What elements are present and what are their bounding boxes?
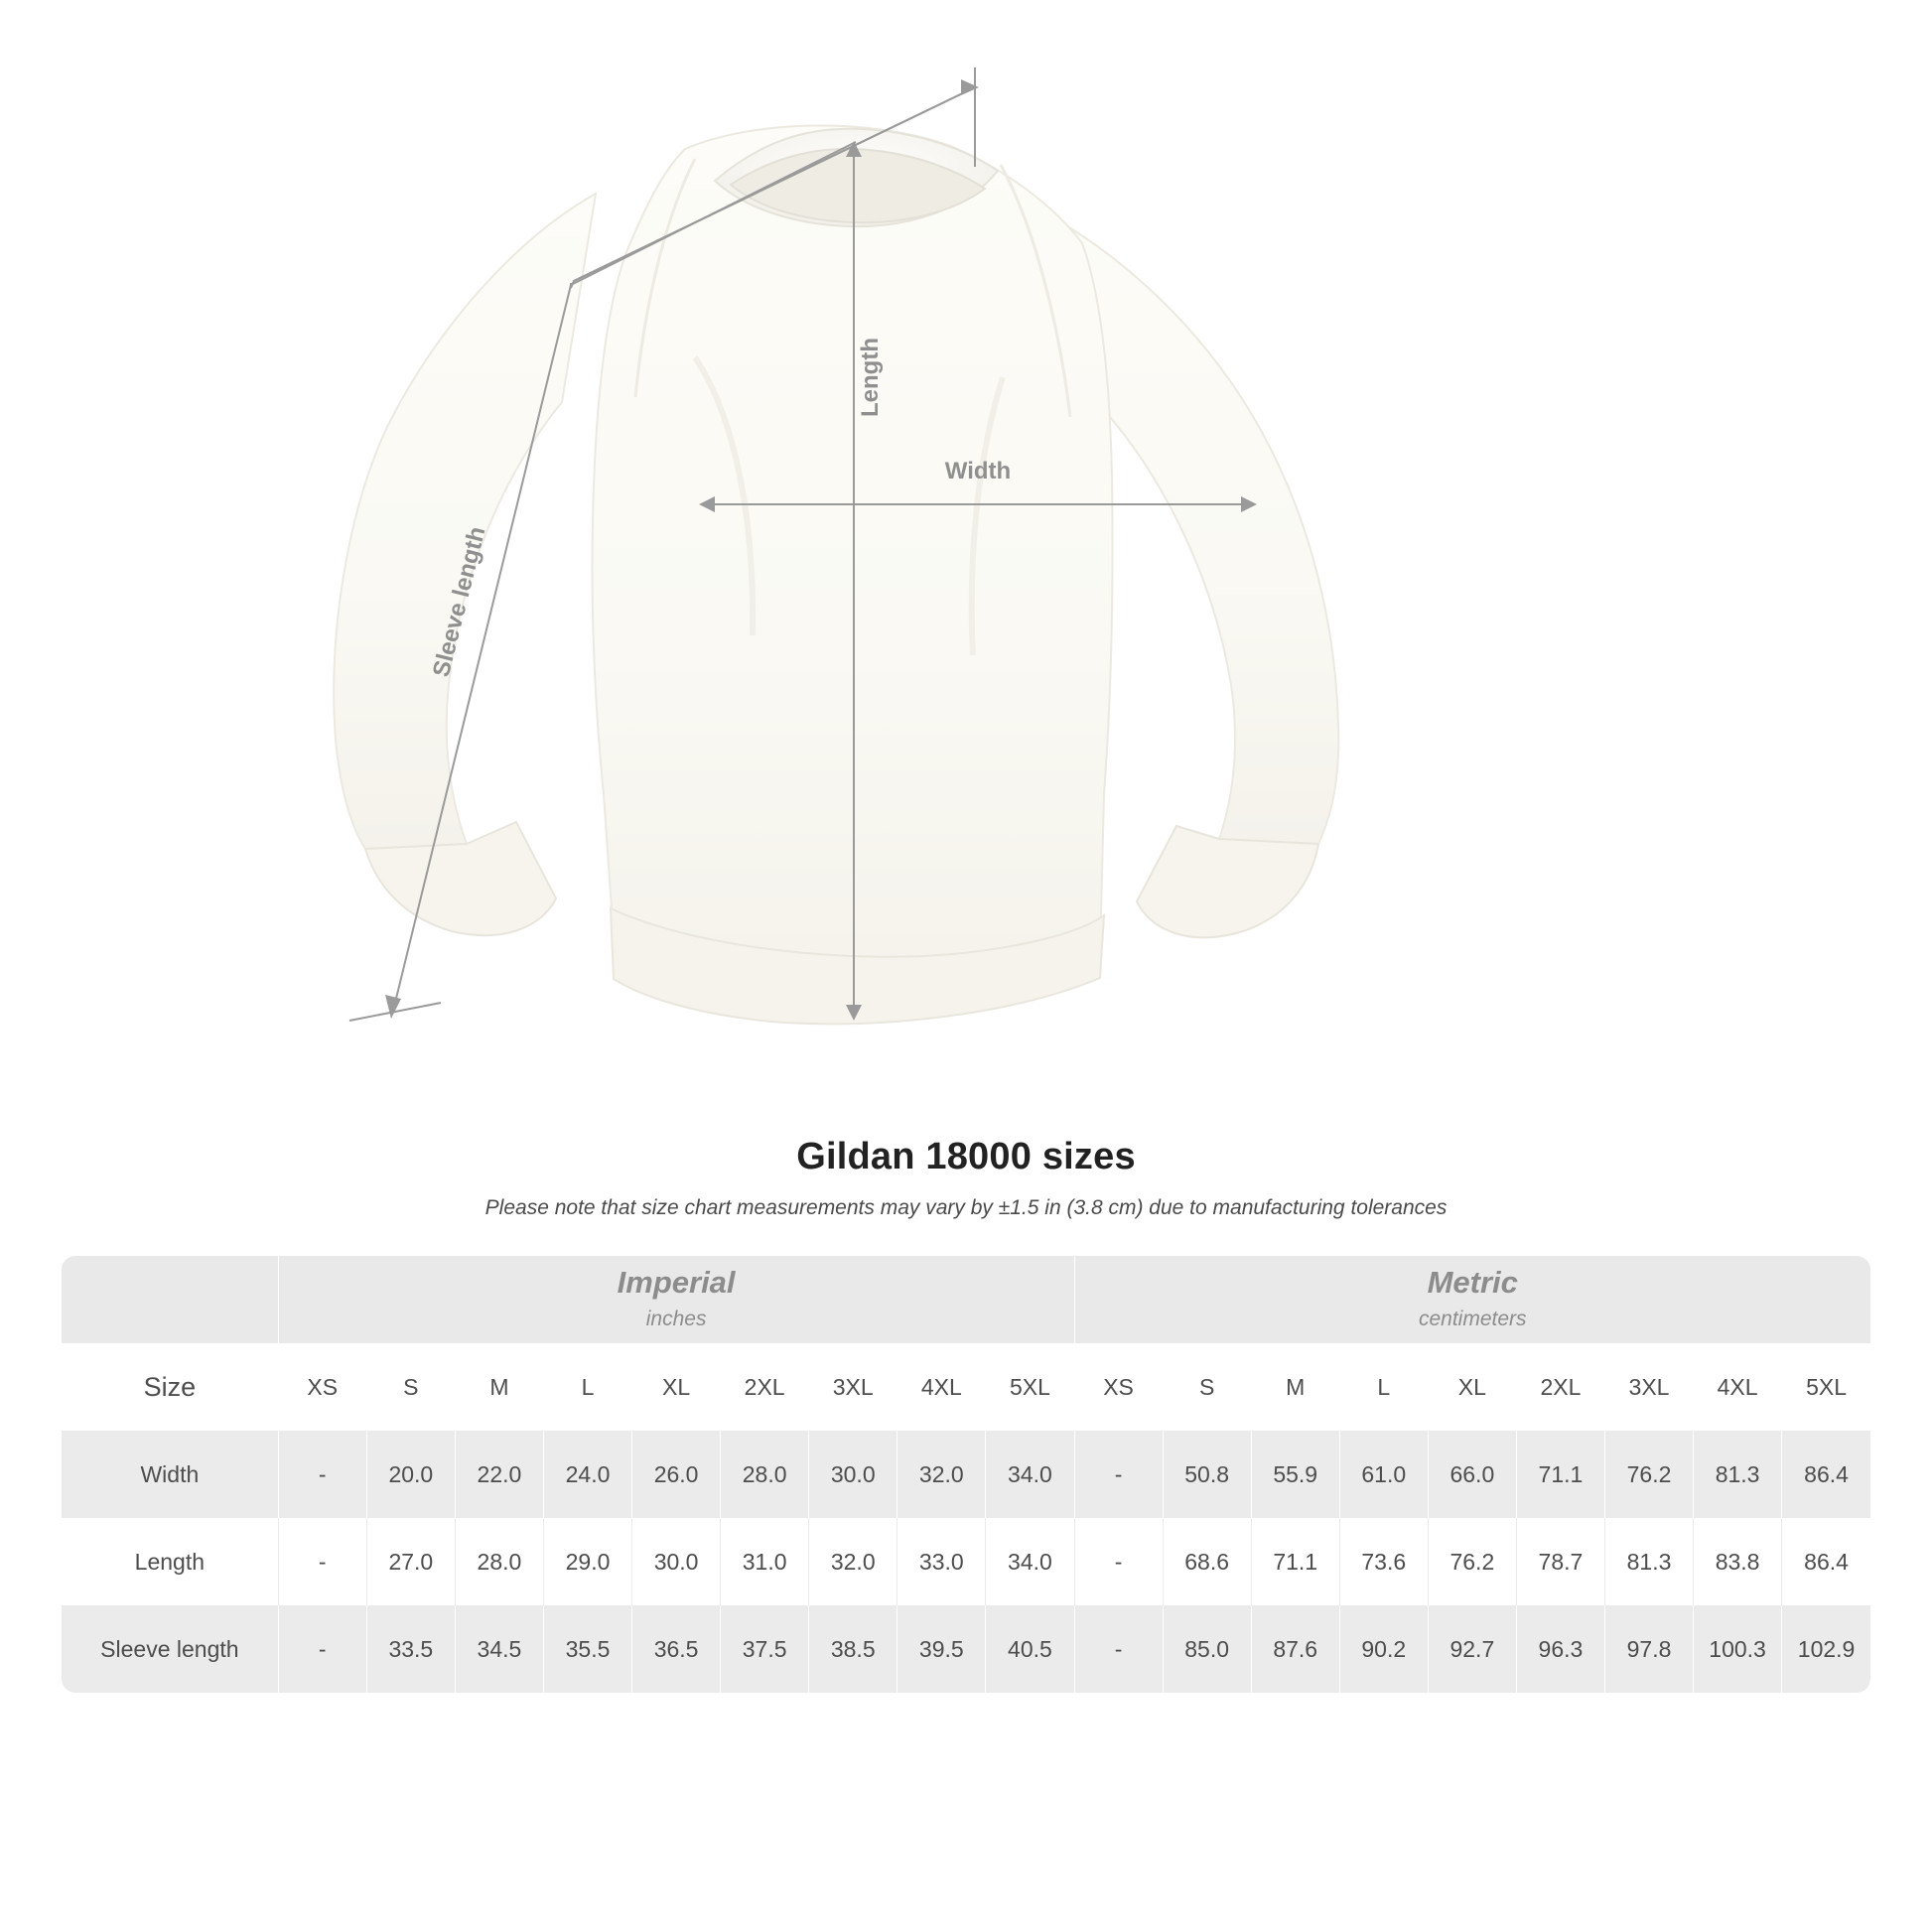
table-row (62, 1431, 1870, 1518)
header-size-xl-metric: XL (1428, 1343, 1516, 1431)
unit-imperial-name: Imperial (617, 1264, 736, 1300)
unit-corner-cell (62, 1256, 278, 1343)
length-metric-3xl: 81.3 (1604, 1518, 1693, 1605)
row-label-length: Length (62, 1518, 278, 1605)
length-imperial-m: 28.0 (455, 1518, 543, 1605)
header-size-4xl-imperial: 4XL (897, 1343, 986, 1431)
sleeve-metric-m: 87.6 (1251, 1605, 1339, 1693)
header-size-3xl-metric: 3XL (1604, 1343, 1693, 1431)
unit-metric (1074, 1256, 1870, 1343)
header-size-s-metric: S (1163, 1343, 1251, 1431)
length-imperial-4xl: 33.0 (897, 1518, 986, 1605)
sleeve-metric-s: 85.0 (1163, 1605, 1251, 1693)
header-size-xl-imperial: XL (632, 1343, 721, 1431)
unit-metric-sub: centimeters (1418, 1307, 1527, 1330)
width-metric-m: 55.9 (1251, 1431, 1339, 1518)
header-size-l-metric: L (1339, 1343, 1428, 1431)
table-row (62, 1605, 1870, 1693)
width-metric-2xl: 71.1 (1516, 1431, 1604, 1518)
sleeve-metric-4xl: 100.3 (1694, 1605, 1782, 1693)
sleeve-metric-xs: - (1074, 1605, 1163, 1693)
sleeve-imperial-4xl: 39.5 (897, 1605, 986, 1693)
unit-imperial (278, 1256, 1074, 1343)
table-row (62, 1518, 1870, 1605)
size-header-row (62, 1343, 1870, 1431)
width-imperial-2xl: 28.0 (721, 1431, 809, 1518)
unit-metric-name: Metric (1427, 1264, 1518, 1300)
sleeve-imperial-xl: 36.5 (632, 1605, 721, 1693)
header-size-s-imperial: S (366, 1343, 455, 1431)
header-size-xs-metric: XS (1074, 1343, 1163, 1431)
header-size-5xl-metric: 5XL (1782, 1343, 1870, 1431)
length-metric-4xl: 83.8 (1694, 1518, 1782, 1605)
sleeve-imperial-l: 35.5 (543, 1605, 631, 1693)
sleeve-imperial-3xl: 38.5 (809, 1605, 897, 1693)
unit-imperial-sub: inches (645, 1307, 707, 1330)
sleeve-metric-3xl: 97.8 (1604, 1605, 1693, 1693)
length-metric-s: 68.6 (1163, 1518, 1251, 1605)
header-size-l-imperial: L (543, 1343, 631, 1431)
label-width: Width (944, 458, 1012, 484)
width-imperial-s: 20.0 (366, 1431, 455, 1518)
width-metric-xl: 66.0 (1428, 1431, 1516, 1518)
length-imperial-xs: - (278, 1518, 366, 1605)
width-imperial-l: 24.0 (543, 1431, 631, 1518)
width-metric-xs: - (1074, 1431, 1163, 1518)
width-metric-3xl: 76.2 (1604, 1431, 1693, 1518)
sleeve-imperial-xs: - (278, 1605, 366, 1693)
sleeve-metric-5xl: 102.9 (1782, 1605, 1870, 1693)
length-metric-xs: - (1074, 1518, 1163, 1605)
header-size-3xl-imperial: 3XL (809, 1343, 897, 1431)
row-label-width: Width (62, 1431, 278, 1518)
size-table (62, 1256, 1870, 1693)
sleeve-imperial-2xl: 37.5 (721, 1605, 809, 1693)
sleeve-metric-xl: 92.7 (1428, 1605, 1516, 1693)
width-imperial-xs: - (278, 1431, 366, 1518)
row-label-sleeve-length: Sleeve length (62, 1605, 278, 1693)
length-metric-2xl: 78.7 (1516, 1518, 1604, 1605)
length-imperial-s: 27.0 (366, 1518, 455, 1605)
sleeve-metric-l: 90.2 (1339, 1605, 1428, 1693)
width-imperial-xl: 26.0 (632, 1431, 721, 1518)
width-imperial-3xl: 30.0 (809, 1431, 897, 1518)
unit-header-row (62, 1256, 1870, 1343)
size-table-wrapper (62, 1256, 1870, 1693)
width-metric-s: 50.8 (1163, 1431, 1251, 1518)
header-size-2xl-imperial: 2XL (721, 1343, 809, 1431)
length-metric-xl: 76.2 (1428, 1518, 1516, 1605)
label-length: Length (857, 338, 884, 417)
length-imperial-5xl: 34.0 (986, 1518, 1074, 1605)
label-sleeve-length: Sleeve length (427, 523, 491, 680)
length-imperial-xl: 30.0 (632, 1518, 721, 1605)
header-size-m-imperial: M (455, 1343, 543, 1431)
header-size-m-metric: M (1251, 1343, 1339, 1431)
width-imperial-4xl: 32.0 (897, 1431, 986, 1518)
width-metric-4xl: 81.3 (1694, 1431, 1782, 1518)
header-size-2xl-metric: 2XL (1516, 1343, 1604, 1431)
width-metric-5xl: 86.4 (1782, 1431, 1870, 1518)
header-size-5xl-imperial: 5XL (986, 1343, 1074, 1431)
length-metric-m: 71.1 (1251, 1518, 1339, 1605)
width-metric-l: 61.0 (1339, 1431, 1428, 1518)
sleeve-metric-2xl: 96.3 (1516, 1605, 1604, 1693)
header-size-4xl-metric: 4XL (1694, 1343, 1782, 1431)
page-title: Gildan 18000 sizes (796, 1136, 1136, 1177)
sleeve-imperial-s: 33.5 (366, 1605, 455, 1693)
length-imperial-2xl: 31.0 (721, 1518, 809, 1605)
length-imperial-l: 29.0 (543, 1518, 631, 1605)
width-imperial-5xl: 34.0 (986, 1431, 1074, 1518)
header-size-xs-imperial: XS (278, 1343, 366, 1431)
tolerance-note: Please note that size chart measurements may vary by ±1.5 in (3.8 cm) due to manufacturing tolerances (484, 1196, 1448, 1219)
sleeve-imperial-5xl: 40.5 (986, 1605, 1074, 1693)
width-imperial-m: 22.0 (455, 1431, 543, 1518)
length-metric-5xl: 86.4 (1782, 1518, 1870, 1605)
length-imperial-3xl: 32.0 (809, 1518, 897, 1605)
length-metric-l: 73.6 (1339, 1518, 1428, 1605)
header-size-label: Size (62, 1343, 278, 1431)
sleeve-imperial-m: 34.5 (455, 1605, 543, 1693)
title-block (0, 1136, 1932, 1220)
